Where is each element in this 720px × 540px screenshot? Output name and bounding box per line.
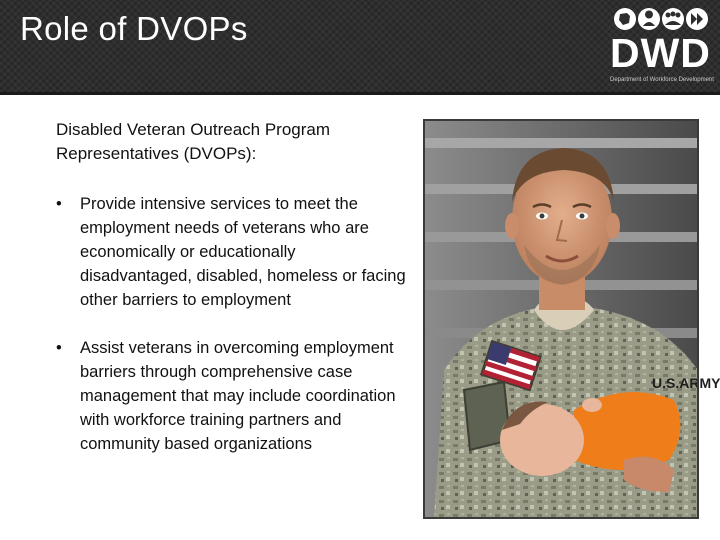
soldier-photo — [424, 120, 720, 518]
uniform-tape-text: U.S.ARMY — [652, 375, 720, 391]
logo-text: DWD — [610, 30, 711, 76]
bullet-item — [56, 192, 406, 312]
intro-text: Disabled Veteran Outreach Program Representatives (DVOPs): — [56, 120, 331, 163]
bullet-item — [56, 336, 406, 456]
bullet-list — [56, 192, 406, 456]
bullet-text: Provide intensive services to meet the employment needs of veterans who are economically or educationally disadvantaged, disabled, homeless or facing other barriers to employment — [80, 195, 406, 309]
main-content — [56, 118, 406, 480]
bullet-text: Assist veterans in overcoming employment barriers through comprehensive case management that may include coordination with workforce training partners and community based organizations — [80, 339, 396, 453]
logo-subtext: Department of Workforce Development — [610, 77, 714, 83]
bullet-icon: • — [56, 339, 62, 357]
header-bar — [0, 0, 720, 95]
page-title: Role of DVOPs — [20, 10, 248, 47]
dwd-logo — [610, 4, 714, 88]
logo-icons — [612, 6, 708, 32]
bullet-icon: • — [56, 195, 62, 213]
photo-illustration — [424, 120, 720, 518]
